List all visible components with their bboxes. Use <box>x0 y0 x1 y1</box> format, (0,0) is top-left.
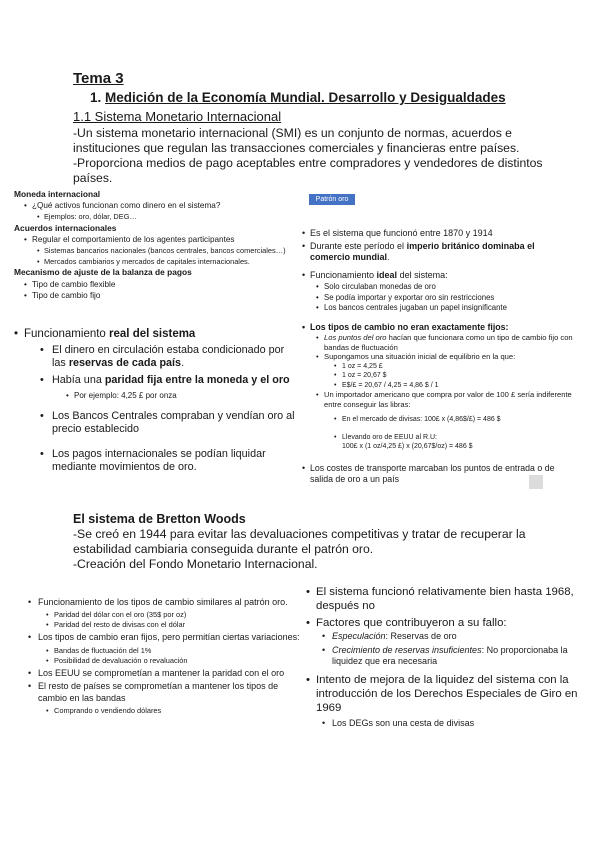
list-item: • Sistemas bancarios nacionales (bancos centrales, bancos comerciales…) <box>14 245 304 256</box>
list-item: • El sistema funcionó relativamente bien hasta 1968, después no <box>304 585 584 613</box>
text: hacían que funcionara como un tipo de cambio fijo con bandas de fluctuación <box>324 333 573 352</box>
list-item <box>300 241 570 264</box>
list-item: • Los Bancos Centrales compraban y vendían oro al precio establecido <box>14 410 299 436</box>
tema-title: Tema 3 <box>73 70 124 87</box>
bretton-woods-paragraph <box>73 527 543 571</box>
list-item: • 1 oz = 20,67 $ <box>300 371 575 380</box>
list-item: • ¿Qué activos funcionan como dinero en el sistema? <box>14 200 304 211</box>
text: El dinero en circulación estaba condicionado por las <box>52 344 285 369</box>
slide1-heading-mecanismo: Mecanismo de ajuste de la balanza de pagos <box>14 267 192 278</box>
intro-paragraph-1: -Un sistema monetario internacional (SMI) es un conjunto de normas, acuerdos e instituciones que regulan las transacciones comerciales y financieras entre países. <box>73 126 520 155</box>
list-item: • Bandas de fluctuación del 1% <box>26 646 306 656</box>
text: : Reservas de oro <box>385 631 457 641</box>
text: Funcionamiento <box>310 269 377 280</box>
list-item: • Es el sistema que funcionó entre 1870 y 1914 <box>300 228 570 240</box>
text-bold: paridad fija entre la moneda y el oro <box>104 374 290 386</box>
slide-patron-oro <box>300 222 570 314</box>
text: Durante este período el <box>310 240 407 251</box>
section-heading <box>90 90 506 105</box>
slide-smi-components <box>14 189 304 301</box>
text-bold: reservas de cada país <box>68 357 182 369</box>
list-item: • Tipo de cambio flexible <box>14 279 304 290</box>
patron-oro-badge: Patrón oro <box>309 194 355 205</box>
list-item: • Posibilidad de devaluación o revaluación <box>26 656 306 666</box>
list-item: • Los bancos centrales jugaban un papel insignificante <box>300 303 570 314</box>
list-item <box>304 631 584 643</box>
text-bold: dominaba el comercio mundial <box>310 240 535 262</box>
list-item: • Ejemplos: oro, dólar, DEG… <box>14 211 304 222</box>
text-italic: Especulación <box>332 631 386 641</box>
list-item: • En el mercado de divisas: 100£ x (4,86$/£) = 486 $ <box>300 415 575 424</box>
slide-thumbnail-placeholder <box>529 475 543 489</box>
list-item: • Los pagos internacionales se podían liquidar mediante movimientos de oro. <box>14 448 299 474</box>
text: • Llevando oro de EEUU al R.U: <box>342 433 437 441</box>
list-item: • Los DEGs son una cesta de divisas <box>304 718 584 730</box>
list-item: • Paridad del resto de divisas con el dólar <box>26 620 306 630</box>
text: 100£ x (1 oz/4,25 £) x (20,67$/oz) = 486 $ <box>342 443 473 450</box>
list-item <box>14 344 299 370</box>
list-item: • Intento de mejora de la liquidez del sistema con la introducción de los Derechos Especiales de Giro en 1969 <box>304 673 584 715</box>
list-item: • Los tipos de cambio no eran exactamente fijos: <box>300 322 575 333</box>
text: . <box>387 252 390 262</box>
intro-paragraph-2: -Proporciona medios de pago aceptables entre compradores y vendedores de distintos países. <box>73 156 543 185</box>
text: del sistema: <box>397 269 448 280</box>
text: . <box>181 357 185 369</box>
bretton-woods-p2: -Creación del Fondo Monetario Internacional. <box>73 556 318 571</box>
section-number: 1. <box>90 90 102 105</box>
list-item: • Los costes de transporte marcaban los puntos de entrada o de salida de oro a un país <box>300 463 575 485</box>
list-item <box>300 333 575 352</box>
list-item: • Comprando o vendiendo dólares <box>26 706 306 716</box>
slide1-heading-moneda: Moneda internacional <box>14 189 101 199</box>
list-item: • Tipo de cambio fijo <box>14 290 304 301</box>
list-item: • Se podía importar y exportar oro sin restricciones <box>300 293 570 304</box>
list-item <box>14 328 299 341</box>
list-item: • Factores que contribuyeron a su fallo: <box>304 616 584 630</box>
list-item: • Paridad del dólar con el oro (35$ por oz) <box>26 610 306 620</box>
list-item <box>14 374 299 387</box>
slide-bretton-funcionamiento <box>26 597 306 716</box>
subsection-heading: 1.1 Sistema Monetario Internacional <box>73 109 282 124</box>
text: : No proporcionaba la liquidez que era necesaria <box>332 644 568 667</box>
text: Había una <box>52 374 105 386</box>
text: Funcionamiento <box>24 328 110 340</box>
list-item: • Mercados cambiarios y mercados de capitales internacionales. <box>14 256 304 267</box>
slide-puntos-del-oro <box>300 322 575 485</box>
list-item: • Los EEUU se comprometían a mantener la paridad con el oro <box>26 668 306 679</box>
list-item: • Funcionamiento de los tipos de cambio similares al patrón oro. <box>26 597 306 608</box>
list-item: • E$/£ = 20,67 / 4,25 = 4,86 $ / 1 <box>300 381 575 390</box>
list-item: • El resto de países se comprometían a mantener los tipos de cambio en las bandas <box>26 681 306 704</box>
list-item <box>300 270 570 282</box>
list-item <box>300 433 575 452</box>
bretton-woods-heading: El sistema de Bretton Woods <box>73 512 246 526</box>
text-bold: real del sistema <box>109 328 196 340</box>
text-italic: Los puntos del oro <box>324 333 387 342</box>
list-item: • 1 oz = 4,25 £ <box>300 362 575 371</box>
list-item: • Supongamos una situación inicial de equilibrio en la que: <box>300 352 575 362</box>
list-item: • Los tipos de cambio eran fijos, pero permitían ciertas variaciones: <box>26 632 306 643</box>
text-italic: Crecimiento de reservas insuficientes <box>332 644 482 655</box>
bretton-woods-p1: -Se creó en 1944 para evitar las devaluaciones competitivas y tratar de recuperar la estabilidad cambiaria conseguida durante el patrón oro. <box>73 527 526 556</box>
text-bold: ideal <box>376 269 398 280</box>
list-item: • Solo circulaban monedas de oro <box>300 282 570 293</box>
list-item: • Regular el comportamiento de los agentes participantes <box>14 234 304 245</box>
list-item: • Por ejemplo: 4,25 £ por onza <box>14 389 299 402</box>
slide-funcionamiento-real <box>14 328 299 478</box>
text-bold: imperio británico <box>406 240 480 251</box>
slide1-heading-acuerdos: Acuerdos internacionales <box>14 222 117 233</box>
slide-bretton-fallo <box>304 585 584 731</box>
list-item <box>304 645 584 668</box>
list-item: • Un importador americano que compra por valor de 100 £ sería indiferente entre conseguir las libras: <box>300 390 575 409</box>
section-title: Medición de la Economía Mundial. Desarrollo y Desigualdades <box>105 90 506 105</box>
